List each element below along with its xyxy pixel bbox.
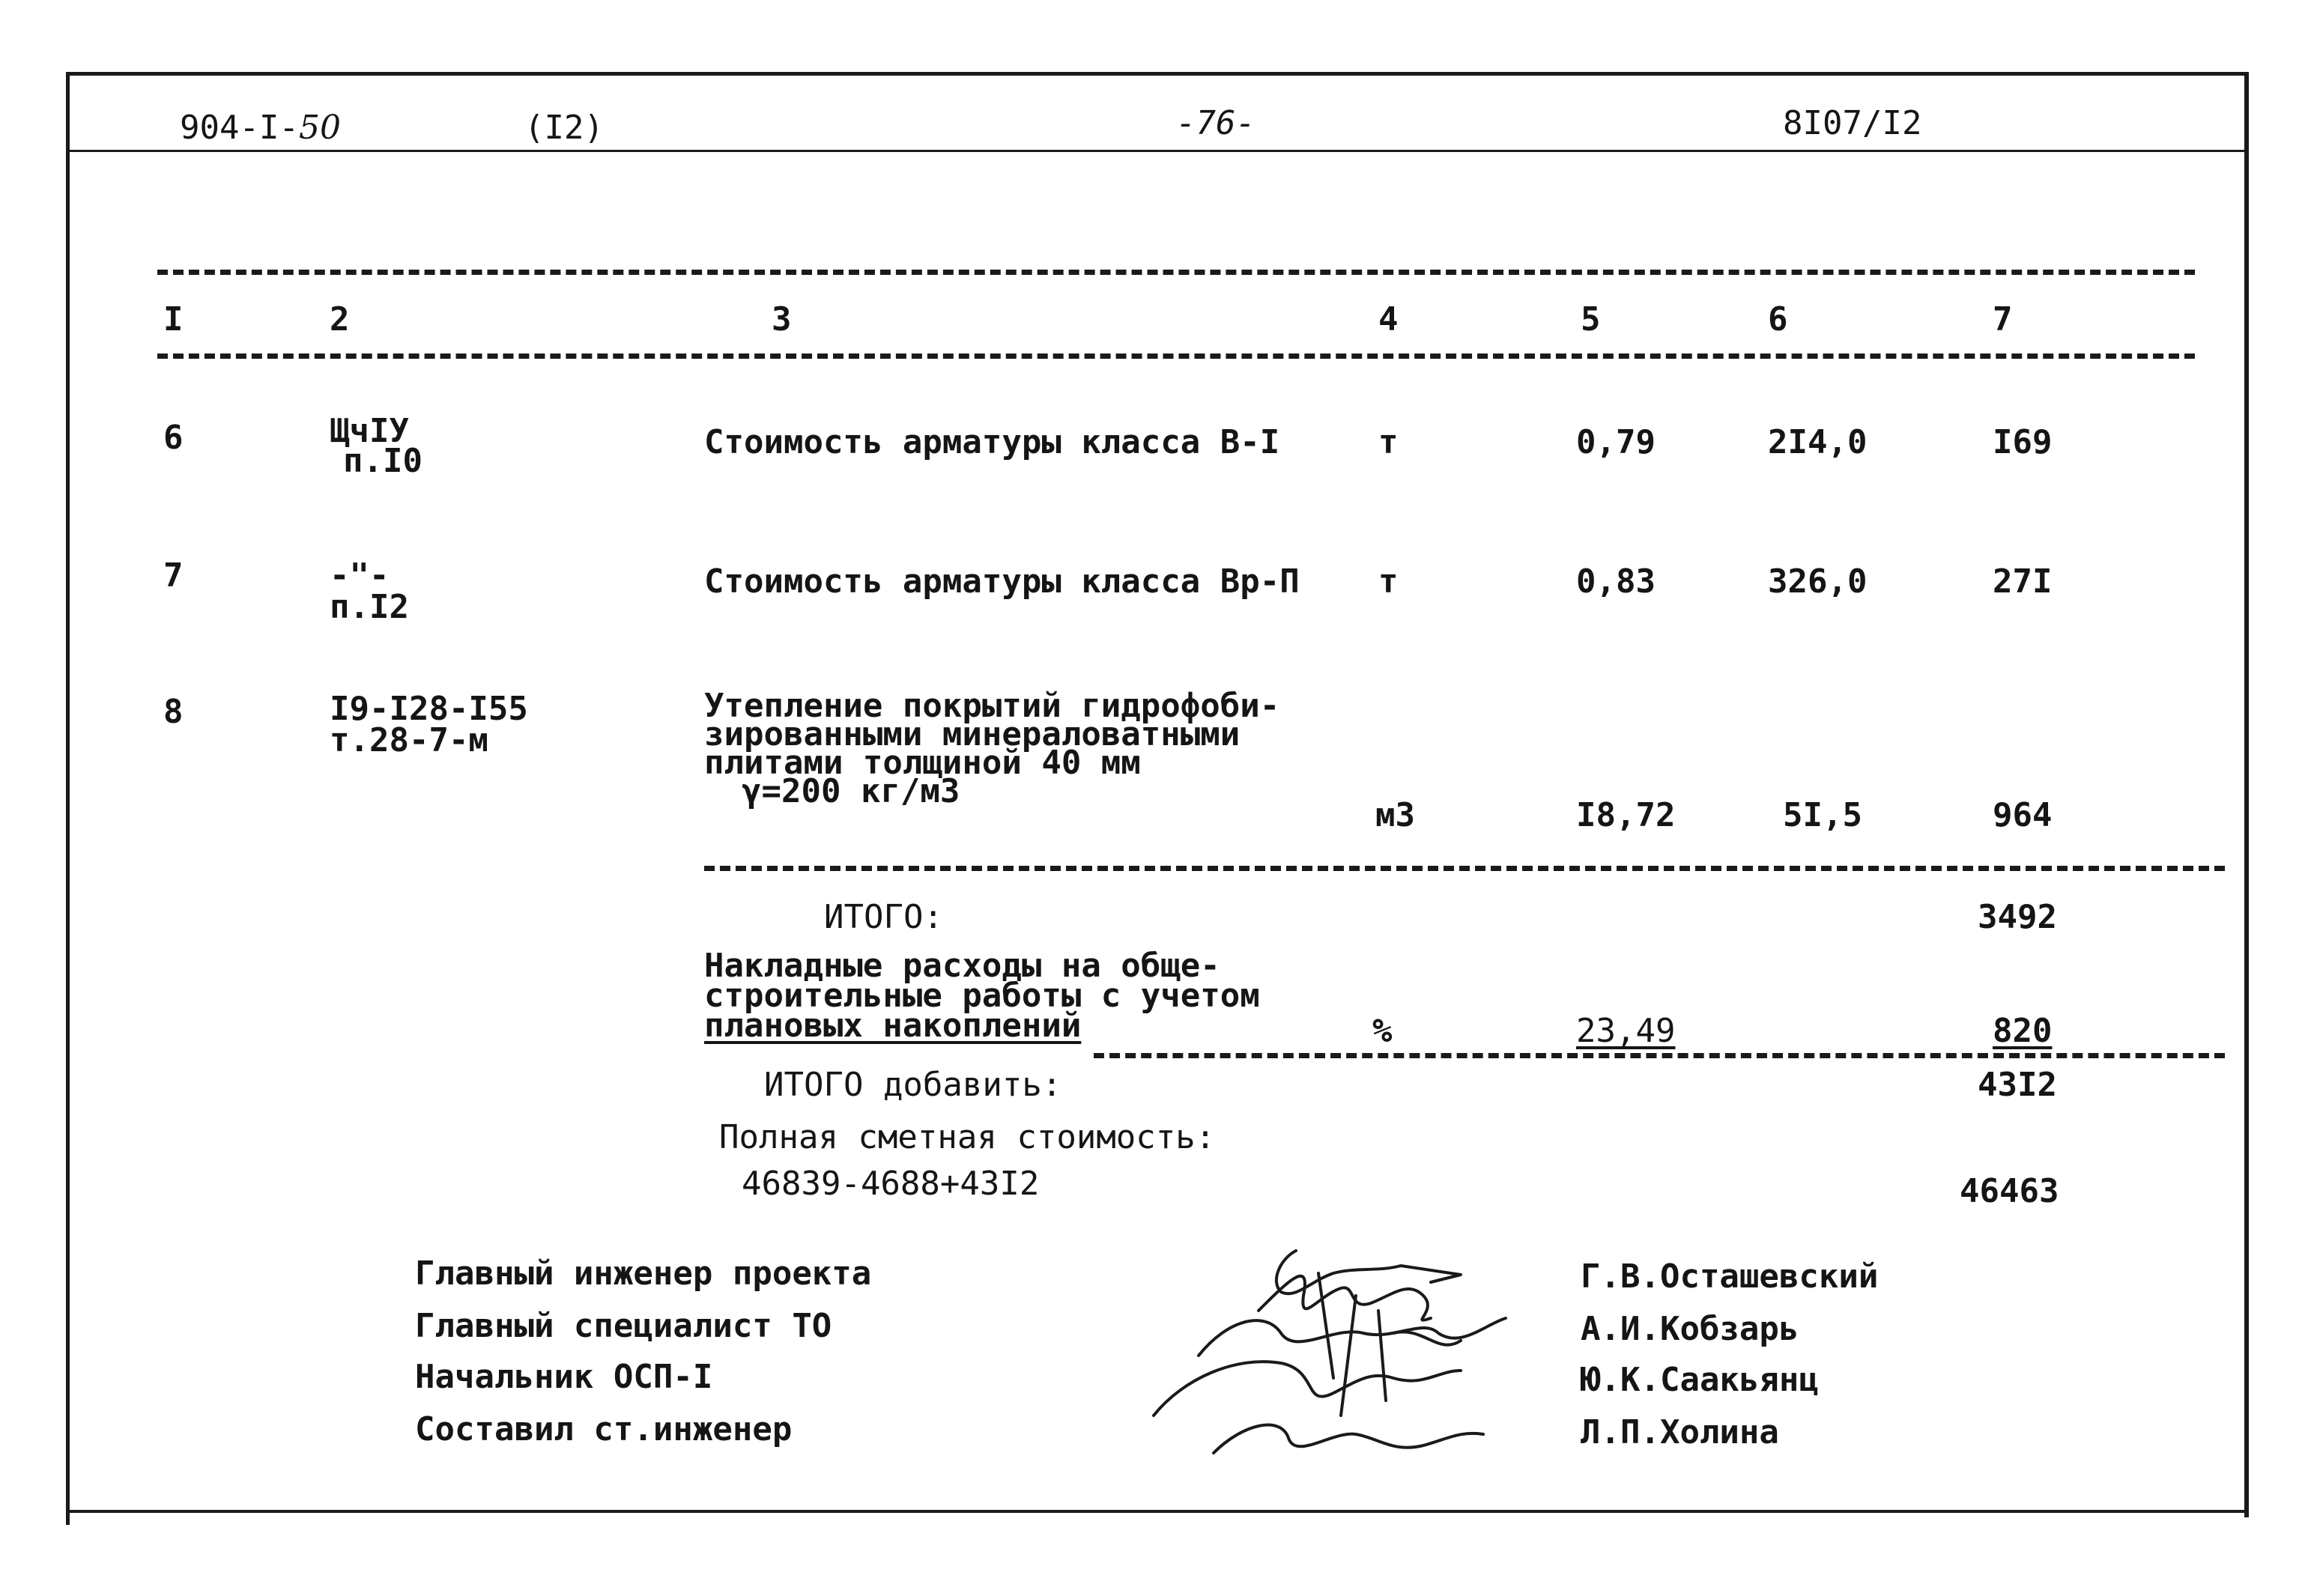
- overhead-total: 820: [1993, 1012, 2053, 1050]
- overhead-rule: [1094, 1053, 2225, 1058]
- header-divider: [69, 150, 2247, 152]
- column-header-3: 3: [772, 300, 792, 339]
- signature-name: Г.В.Осташевский: [1581, 1257, 1879, 1296]
- full-cost-formula: 46839-4688+43I2: [742, 1165, 1040, 1203]
- row-quantity: I8,72: [1576, 796, 1676, 834]
- doc-code-prefix: 904-I-: [180, 109, 299, 147]
- frame-left: [66, 72, 70, 1525]
- frame-right: [2244, 72, 2249, 1517]
- frame-bottom: [69, 1510, 2249, 1513]
- row-quantity: 0,83: [1576, 562, 1656, 601]
- full-cost-total: 46463: [1960, 1172, 2059, 1210]
- table-header-bottom-rule: [157, 354, 2195, 359]
- overhead-description-line: Накладные расходы на обще-: [704, 947, 1220, 985]
- row-reference-line: ЩчIУ: [330, 412, 409, 450]
- row-number: 8: [163, 693, 184, 731]
- overhead-description: [704, 947, 1260, 1045]
- page-number: -76-: [1176, 104, 1256, 142]
- row-description: [704, 687, 1280, 810]
- row-description-line: γ=200 кг/м3: [742, 772, 960, 810]
- sheet-number: 8I07/I2: [1783, 104, 1922, 142]
- row-description: Стоимость арматуры класса Вр-П: [704, 562, 1300, 601]
- itogo-label: ИТОГО:: [824, 898, 943, 936]
- row-unit: м3: [1375, 796, 1415, 834]
- row-total: 27I: [1993, 562, 2053, 601]
- itogo-add-label: ИТОГО добавить:: [764, 1066, 1062, 1104]
- row-reference-line: I9-I28-I55: [330, 690, 528, 728]
- frame-top: [69, 72, 2249, 76]
- row-reference-line: т.28-7-м: [330, 721, 488, 759]
- column-header-4: 4: [1378, 300, 1399, 339]
- row-quantity: 0,79: [1576, 423, 1656, 461]
- column-header-2: 2: [330, 300, 350, 339]
- signature-role: Главный инженер проекта: [415, 1254, 872, 1293]
- column-header-6: 6: [1768, 300, 1788, 339]
- row-number: 6: [163, 419, 184, 457]
- handwritten-signatures: [1109, 1228, 1528, 1483]
- full-cost-label: Полная сметная стоимость:: [719, 1118, 1216, 1156]
- row-unit: т: [1378, 423, 1399, 461]
- row-number: 7: [163, 556, 184, 595]
- row-description-line: зированными минераловатными: [704, 715, 1241, 753]
- column-header-5: 5: [1581, 300, 1601, 339]
- signature-name: Л.П.Холина: [1581, 1413, 1779, 1451]
- itogo-add-total: 43I2: [1978, 1066, 2057, 1104]
- signature-name: Ю.К.Саакьянц: [1581, 1361, 1819, 1399]
- row-total: I69: [1993, 423, 2053, 461]
- row-price: 2I4,0: [1768, 423, 1868, 461]
- row-reference: [330, 412, 422, 480]
- signature-name: А.И.Кобзарь: [1581, 1310, 1799, 1348]
- row-description-line: плитами толщиной 40 мм: [704, 744, 1141, 782]
- overhead-description-line: плановых накоплений: [704, 1007, 1082, 1045]
- row-description-line: Утепление покрытий гидрофоби-: [704, 687, 1280, 725]
- table-header-top-rule: [157, 270, 2195, 275]
- row-reference-line: -"-: [330, 556, 390, 595]
- overhead-description-line: строительные работы с учетом: [704, 977, 1260, 1015]
- column-header-7: 7: [1993, 300, 2013, 339]
- row-reference: [330, 690, 528, 759]
- row-reference: [330, 556, 409, 626]
- signature-role: Составил ст.инженер: [415, 1410, 793, 1448]
- row-description: Стоимость арматуры класса В-I: [704, 423, 1280, 461]
- row-unit: т: [1378, 562, 1399, 601]
- row-total: 964: [1993, 796, 2053, 834]
- subtotal-rule: [704, 866, 2225, 871]
- row-price: 326,0: [1768, 562, 1868, 601]
- row-price: 5I,5: [1783, 796, 1862, 834]
- row-reference-line: п.I0: [343, 442, 422, 480]
- itogo-total: 3492: [1978, 898, 2057, 936]
- signature-role: Начальник ОСП-I: [415, 1358, 713, 1396]
- column-header-1: I: [163, 300, 184, 339]
- doc-code-number: 50: [298, 109, 341, 147]
- signature-role: Главный специалист ТО: [415, 1307, 832, 1345]
- row-reference-line: п.I2: [330, 588, 409, 626]
- overhead-unit: %: [1372, 1012, 1393, 1050]
- doc-code: [180, 109, 341, 147]
- overhead-rate: 23,49: [1576, 1012, 1676, 1050]
- section-number: (I2): [524, 109, 604, 147]
